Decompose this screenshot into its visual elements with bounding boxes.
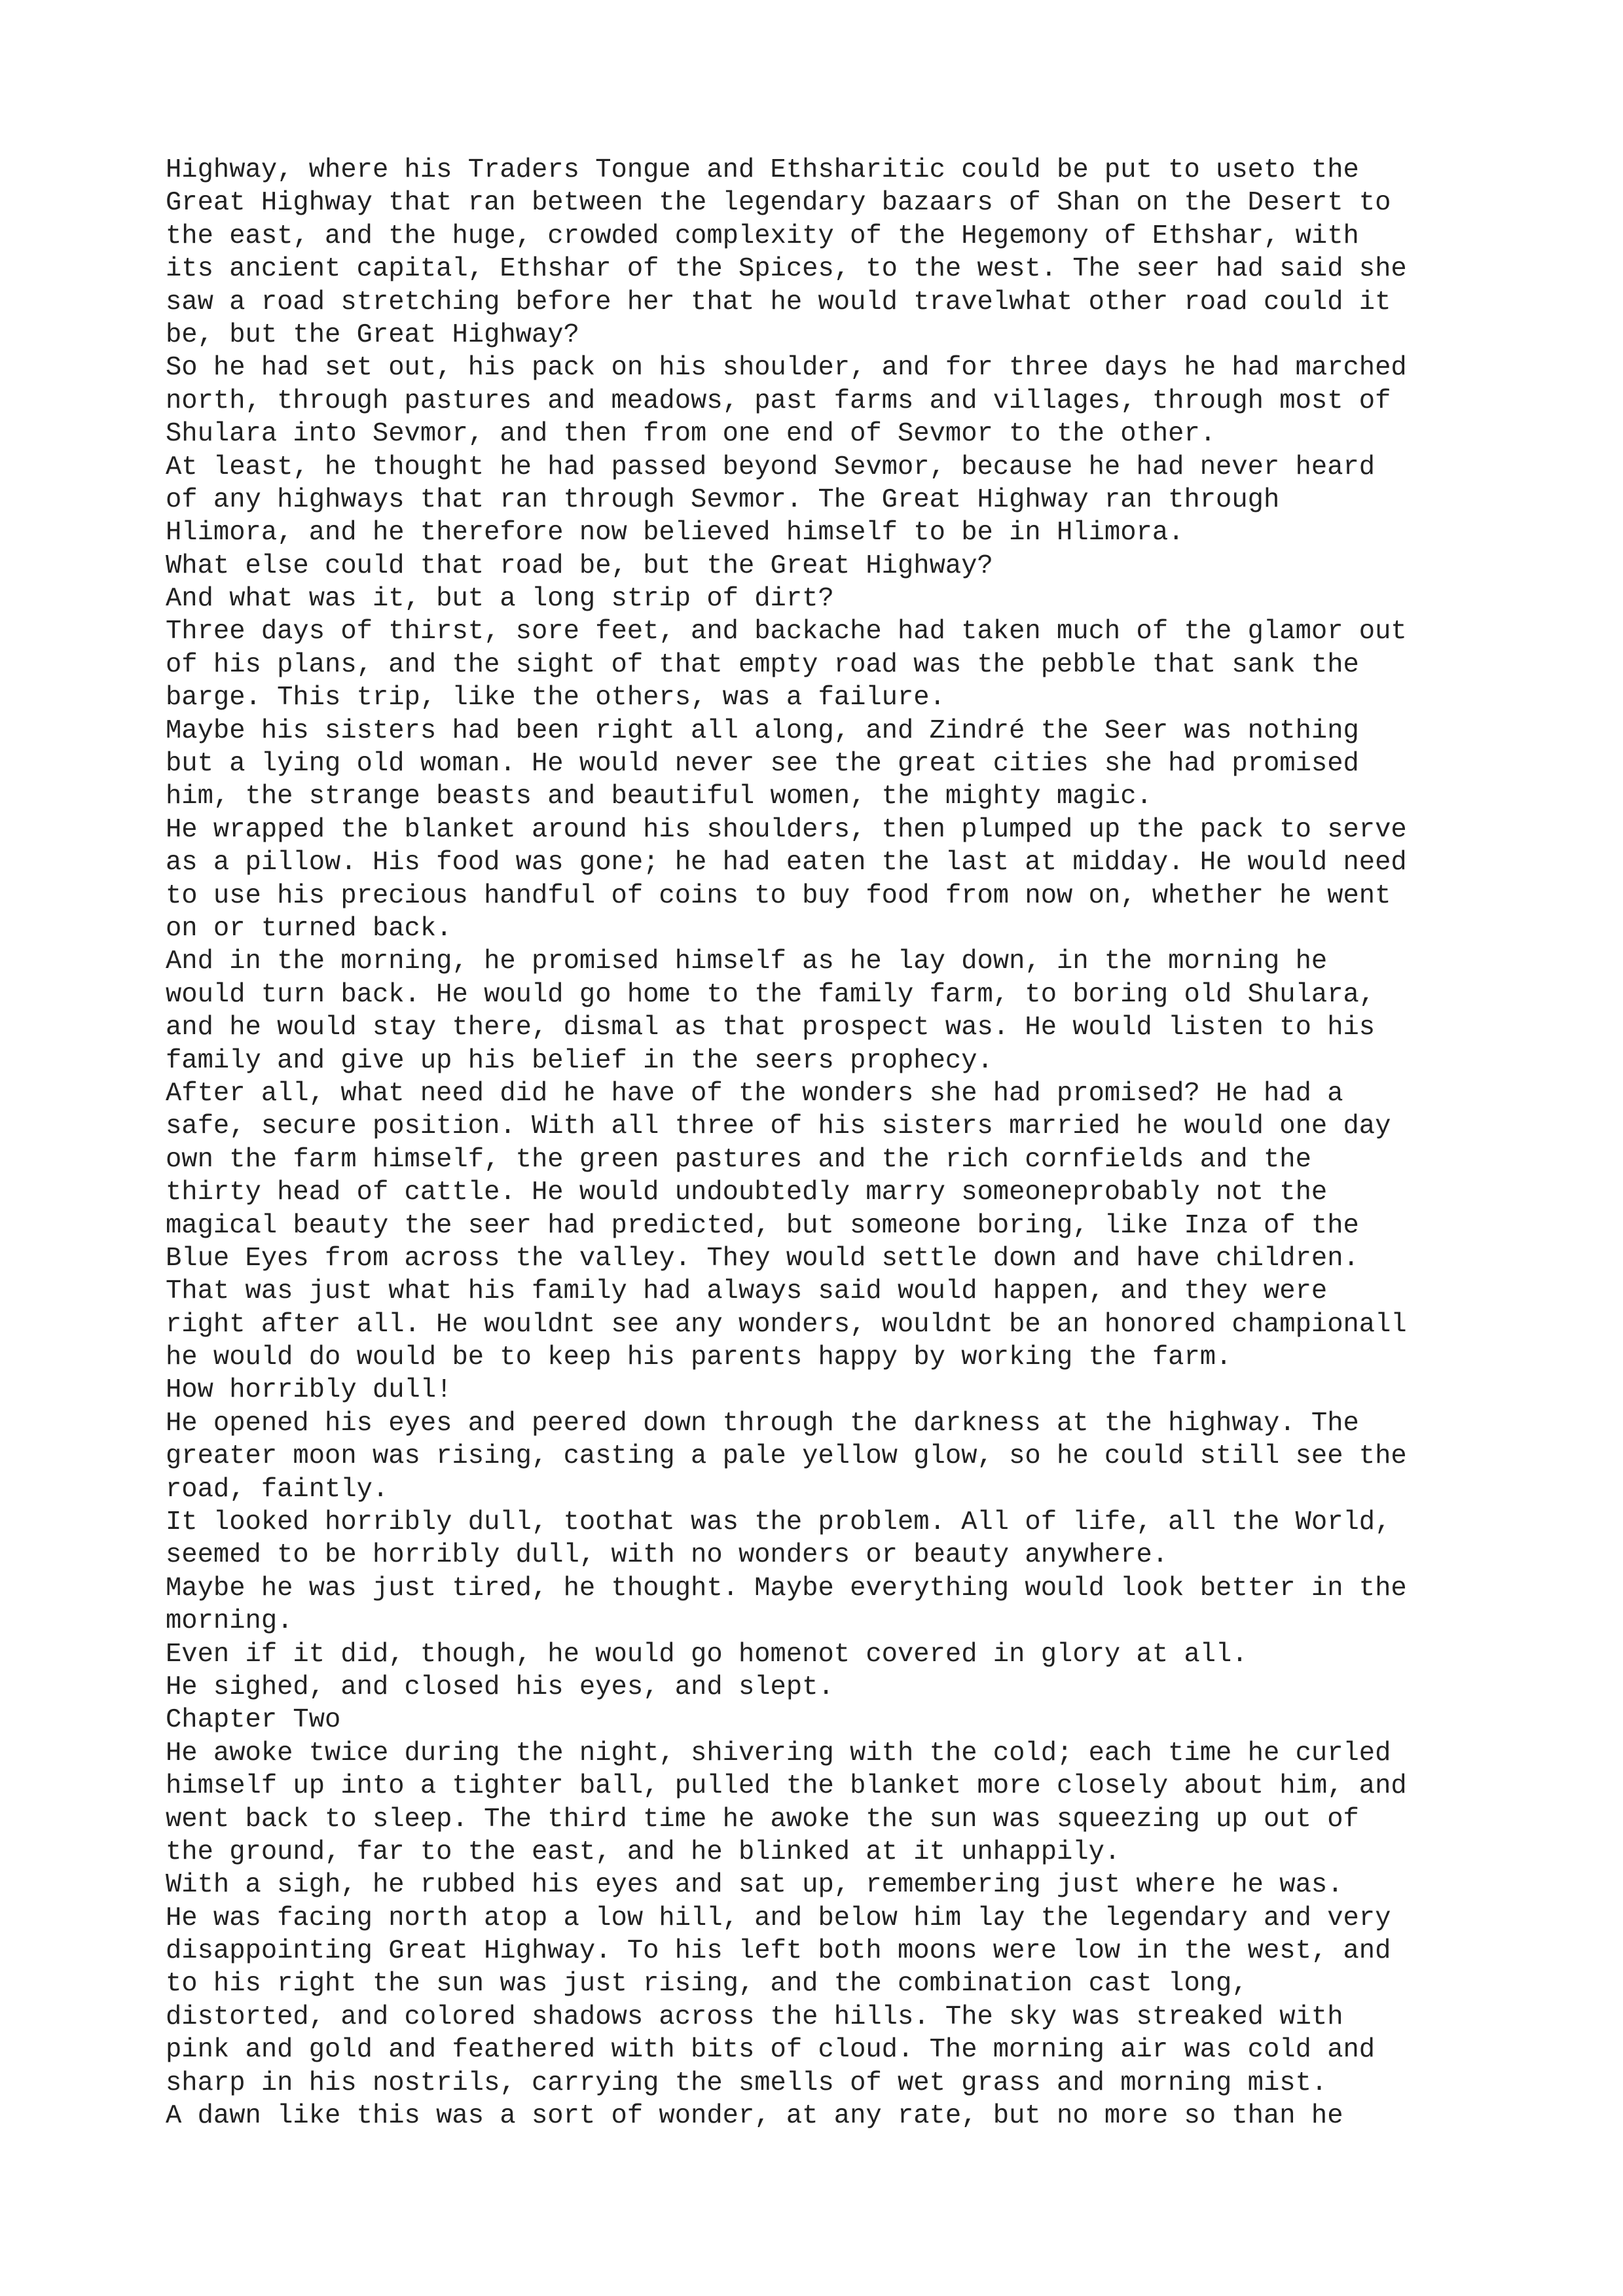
text-line: With a sigh, he rubbed his eyes and sat up, remembering just where he was. <box>166 1870 1343 1901</box>
text-line: the ground, far to the east, and he blinked at it unhappily. <box>166 1837 1121 1867</box>
text-line: the east, and the huge, crowded complexity of the Hegemony of Ethshar, with <box>166 221 1359 251</box>
text-line: to use his precious handful of coins to buy food from now on, whether he went <box>166 880 1391 911</box>
text-line: pink and gold and feathered with bits of cloud. The morning air was cold and <box>166 2035 1376 2066</box>
text-line: And in the morning, he promised himself as he lay down, in the morning he <box>166 946 1328 977</box>
text-line: north, through pastures and meadows, past farms and villages, through most of <box>166 386 1391 416</box>
text-line: be, but the Great Highway? <box>166 319 579 350</box>
text-line: It looked horribly dull, toothat was the problem. All of life, all the World, <box>166 1507 1391 1538</box>
text-line: its ancient capital, Ethshar of the Spices, to the west. The seer had said she <box>166 254 1407 285</box>
text-line: him, the strange beasts and beautiful women, the mighty magic. <box>166 781 1152 812</box>
text-line: thirty head of cattle. He would undoubtedly marry someoneprobably not the <box>166 1177 1328 1208</box>
text-line: Highway, where his Traders Tongue and Ethsharitic could be put to useto the <box>166 155 1359 185</box>
text-line: barge. This trip, like the others, was a failure. <box>166 683 945 713</box>
text-line: Maybe his sisters had been right all along, and Zindré the Seer was nothing <box>166 715 1359 746</box>
text-line: And what was it, but a long strip of dirt? <box>166 584 834 615</box>
text-line: A dawn like this was a sort of wonder, at any rate, but no more so than he <box>166 2101 1343 2132</box>
text-line: Hlimora, and he therefore now believed himself to be in Hlimora. <box>166 518 1184 548</box>
text-line: At least, he thought he had passed beyond Sevmor, because he had never heard <box>166 452 1376 482</box>
text-line: distorted, and colored shadows across the hills. The sky was streaked with <box>166 2001 1343 2032</box>
text-line: road, faintly. <box>166 1474 389 1505</box>
text-line: family and give up his belief in the seers prophecy. <box>166 1045 993 1076</box>
text-line: Even if it did, though, he would go homenot covered in glory at all. <box>166 1639 1248 1670</box>
text-line: saw a road stretching before her that he would travelwhat other road could it <box>166 287 1391 317</box>
text-line: but a lying old woman. He would never see the great cities she had promised <box>166 749 1359 780</box>
text-line: What else could that road be, but the Great Highway? <box>166 550 993 581</box>
text-line: That was just what his family had always said would happen, and they were <box>166 1276 1328 1307</box>
text-line: would turn back. He would go home to the family farm, to boring old Shulara, <box>166 979 1376 1010</box>
text-line: greater moon was rising, casting a pale yellow glow, so he could still see the <box>166 1441 1407 1472</box>
text-line: He sighed, and closed his eyes, and slept. <box>166 1672 834 1702</box>
text-line: He wrapped the blanket around his shoulders, then plumped up the pack to serve <box>166 814 1407 845</box>
text-line: sharp in his nostrils, carrying the smells of wet grass and morning mist. <box>166 2068 1328 2098</box>
text-line: Chapter Two <box>166 1705 341 1736</box>
text-line: himself up into a tighter ball, pulled the blanket more closely about him, and <box>166 1771 1407 1802</box>
text-line: he would do would be to keep his parents happy by working the farm. <box>166 1342 1232 1373</box>
body-text <box>166 154 1567 2132</box>
text-line: After all, what need did he have of the wonders she had promised? He had a <box>166 1078 1343 1109</box>
text-line: Blue Eyes from across the valley. They would settle down and have children. <box>166 1243 1359 1274</box>
text-line: seemed to be horribly dull, with no wonders or beauty anywhere. <box>166 1540 1169 1571</box>
text-line: own the farm himself, the green pastures and the rich cornfields and the <box>166 1144 1311 1175</box>
text-line: Three days of thirst, sore feet, and backache had taken much of the glamor out <box>166 617 1407 647</box>
text-line: of any highways that ran through Sevmor. The Great Highway ran through <box>166 484 1280 515</box>
text-line: Shulara into Sevmor, and then from one end of Sevmor to the other. <box>166 419 1216 450</box>
text-line: disappointing Great Highway. To his left both moons were low in the west, and <box>166 1936 1391 1967</box>
text-line: So he had set out, his pack on his shoulder, and for three days he had marched <box>166 353 1407 384</box>
text-line: right after all. He wouldnt see any wonders, wouldnt be an honored championall <box>166 1309 1407 1340</box>
text-line: He opened his eyes and peered down through the darkness at the highway. The <box>166 1408 1359 1439</box>
text-line: as a pillow. His food was gone; he had eaten the last at midday. He would need <box>166 848 1407 878</box>
text-line: of his plans, and the sight of that empty road was the pebble that sank the <box>166 649 1359 680</box>
text-line: How horribly dull! <box>166 1375 452 1406</box>
text-line: and he would stay there, dismal as that prospect was. He would listen to his <box>166 1013 1376 1043</box>
text-line: magical beauty the seer had predicted, but someone boring, like Inza of the <box>166 1210 1359 1241</box>
text-line: Maybe he was just tired, he thought. Maybe everything would look better in the <box>166 1573 1407 1604</box>
text-line: to his right the sun was just rising, and the combination cast long, <box>166 1969 1248 2000</box>
text-line: went back to sleep. The third time he awoke the sun was squeezing up out of <box>166 1804 1359 1835</box>
text-line: safe, secure position. With all three of his sisters married he would one day <box>166 1111 1391 1142</box>
text-line: He was facing north atop a low hill, and below him lay the legendary and very <box>166 1903 1391 1933</box>
text-line: on or turned back. <box>166 913 452 944</box>
text-line: He awoke twice during the night, shivering with the cold; each time he curled <box>166 1738 1391 1768</box>
text-line: morning. <box>166 1606 293 1637</box>
text-line: Great Highway that ran between the legendary bazaars of Shan on the Desert to <box>166 188 1391 219</box>
